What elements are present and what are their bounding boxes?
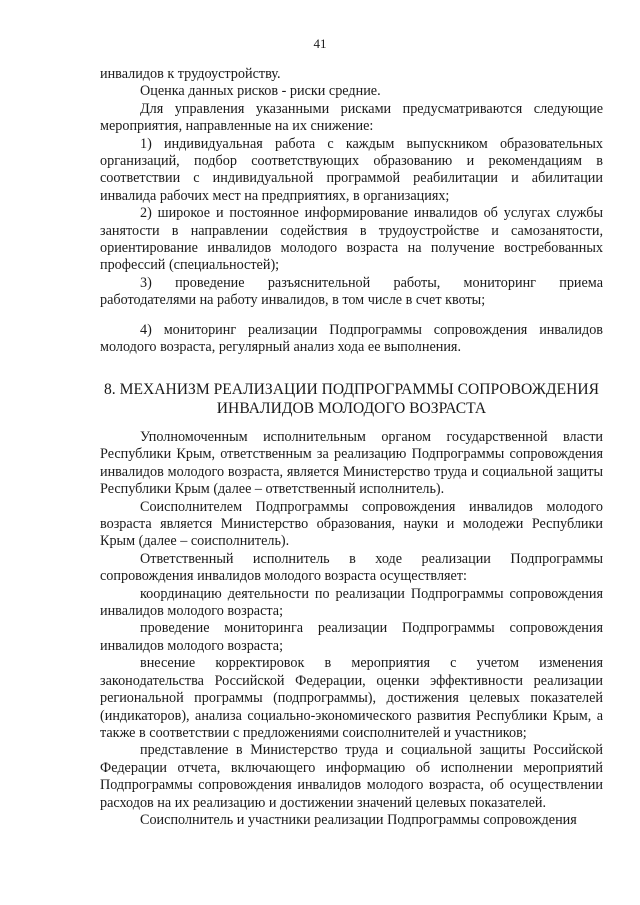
paragraph: Ответственный исполнитель в ходе реализации Подпрограммы сопровождения инвалидов молодого возраста осуществляет: — [100, 550, 603, 585]
paragraph: Соисполнителем Подпрограммы сопровождения инвалидов молодого возраста является Министерство образования, науки и молодежи Республики Крым (далее – соисполнитель). — [100, 498, 603, 550]
paragraph: Уполномоченным исполнительным органом государственной власти Республики Крым, ответственным за реализацию Подпрограммы сопровождения инвалидов молодого возраста, является Министерство труда и социальной защиты Республики Крым (далее – ответственный исполнитель). — [100, 429, 603, 498]
section-heading — [100, 380, 603, 418]
section-heading-line: ИНВАЛИДОВ МОЛОДОГО ВОЗРАСТА — [216, 400, 487, 417]
list-item: 1) индивидуальная работа с каждым выпускником образовательных организаций, подбор соответствующих образованию и рекомендациям в соответствии с индивидуальной программой реабилитации и абилитации инвалида рабочих мест на предприятиях, в организациях; — [100, 135, 603, 204]
paragraph: Соисполнитель и участники реализации Подпрограммы сопровождения — [140, 811, 577, 828]
list-item: 4) мониторинг реализации Подпрограммы сопровождения инвалидов молодого возраста, регулярный анализ хода ее выполнения. — [100, 322, 603, 356]
list-item: представление в Министерство труда и социальной защиты Российской Федерации отчета, включающего информацию об исполнении мероприятий Подпрограммы сопровождения инвалидов молодого возраста, об осуществлении расходов на их реализацию и достижении значений целевых показателей. — [100, 742, 603, 811]
page-number: 41 — [313, 36, 327, 51]
implementation-mechanism-block — [100, 429, 603, 829]
paragraph: Оценка данных рисков - риски средние. — [140, 83, 381, 100]
section-heading-line: 8. МЕХАНИЗМ РЕАЛИЗАЦИИ ПОДПРОГРАММЫ СОПРОВОЖДЕНИЯ — [104, 381, 599, 398]
list-item: внесение корректировок в мероприятия с учетом изменения законодательства Российской Федерации, оценки эффективности реализации региональной программы (подпрограммы), достижения целевых показателей (индикаторов), анализа социально-экономического развития Республики Крым, а также в соответствии с предложениями соисполнителей и участников; — [100, 655, 603, 741]
paragraph: Для управления указанными рисками предусматриваются следующие мероприятия, направленные на их снижение: — [100, 100, 603, 135]
list-item: 2) широкое и постоянное информирование инвалидов об услугах службы занятости в направлении содействия в трудоустройстве и самозанятости, ориентирование инвалидов молодого возраста на получение востребованных профессий (специальностей); — [100, 205, 603, 274]
paragraph: инвалидов к трудоустройству. — [100, 66, 281, 82]
list-item: координацию деятельности по реализации Подпрограммы сопровождения инвалидов молодого возраста; — [100, 585, 603, 620]
list-item: проведение мониторинга реализации Подпрограммы сопровождения инвалидов молодого возраста; — [100, 620, 603, 654]
risk-measures-block — [100, 66, 603, 310]
monitoring-block — [100, 322, 603, 357]
list-item: 3) проведение разъяснительной работы, мониторинг приема работодателями на работу инвалидов, в том числе в счет квоты; — [100, 274, 603, 309]
